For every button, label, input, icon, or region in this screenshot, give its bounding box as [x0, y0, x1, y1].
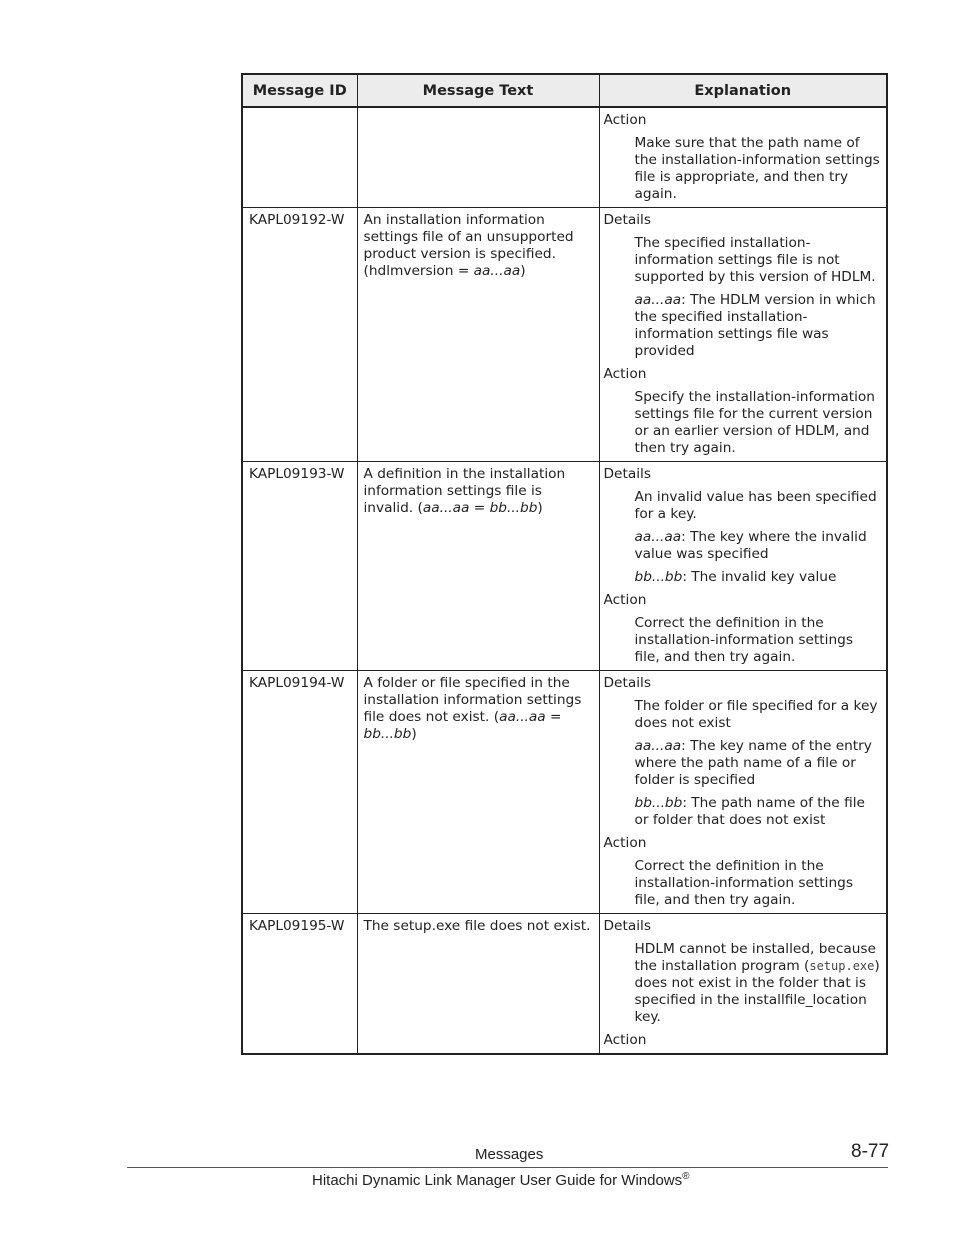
text-run: =: [545, 709, 562, 725]
code-filename: setup.exe: [809, 959, 875, 973]
text-run: A folder or file specified in the installation information settings file does not exist. (: [363, 675, 582, 725]
table-row: [242, 462, 887, 671]
text-run: Correct the definition in the installation-information settings file, and then try again.: [634, 615, 853, 665]
text-run: The folder or file specified for a key does not exist: [634, 698, 878, 731]
text-run: : The key where the invalid value was specified: [634, 529, 867, 562]
explanation-cell: [599, 107, 887, 208]
text-run: ) does not exist in the folder that is specified in the installfile_location key.: [634, 958, 880, 1025]
explanation-label: Details: [603, 918, 651, 934]
explanation-label: Details: [603, 466, 651, 482]
text-run: : The invalid key value: [682, 569, 837, 585]
text-run: Correct the definition in the installation-information settings file, and then try again.: [634, 858, 853, 908]
explanation-paragraph: [635, 941, 883, 1026]
registered-mark: ®: [682, 1171, 690, 1182]
text-run: The setup.exe file does not exist.: [363, 918, 591, 934]
placeholder-variable: bb...bb: [634, 795, 683, 811]
text-run: HDLM cannot be installed, because the installation program (: [634, 941, 876, 974]
message-text-cell: [357, 914, 599, 1055]
text-run: An invalid value has been specified for a key.: [634, 489, 877, 522]
text-run: An installation information settings file of an unsupported product version is specified. (hdlmversion =: [363, 212, 574, 279]
text-run: : The key name of the entry where the path name of a file or folder is specified: [634, 738, 872, 788]
explanation-label: Action: [603, 835, 647, 851]
placeholder-variable: bb...bb: [363, 726, 412, 742]
table-row: [242, 107, 887, 208]
text-run: ): [537, 500, 543, 516]
explanation-paragraph: [635, 529, 883, 563]
text-run: Make sure that the path name of the installation-information settings file is appropriate, and then try again.: [634, 135, 880, 202]
explanation-paragraph: [635, 389, 883, 457]
explanation-cell: [599, 914, 887, 1055]
explanation-cell: [599, 462, 887, 671]
text-run: =: [469, 500, 490, 516]
table-row: [242, 671, 887, 914]
table-row: [242, 208, 887, 462]
footer-divider: [127, 1167, 888, 1168]
explanation-cell: [599, 208, 887, 462]
table-header-row: [242, 74, 887, 107]
explanation-label: Action: [603, 1032, 647, 1048]
message-id-cell: KAPL09192-W: [242, 208, 357, 462]
explanation-paragraph: [635, 698, 883, 732]
explanation-paragraph: [635, 615, 883, 666]
placeholder-variable: aa...aa: [634, 529, 682, 545]
document-title: [312, 1171, 690, 1189]
header-explanation: Explanation: [599, 74, 887, 107]
text-run: : The path name of the file or folder that does not exist: [634, 795, 865, 828]
placeholder-variable: bb...bb: [634, 569, 683, 585]
text-run: The specified installation-information settings file is not supported by this version of HDLM.: [634, 235, 876, 285]
explanation-paragraph: [635, 738, 883, 789]
message-id-cell: KAPL09194-W: [242, 671, 357, 914]
placeholder-variable: aa...aa: [499, 709, 546, 725]
explanation-paragraph: [635, 489, 883, 523]
placeholder-variable: aa...aa: [634, 292, 682, 308]
message-id-cell: [242, 107, 357, 208]
explanation-paragraph: [635, 795, 883, 829]
message-text-cell: [357, 107, 599, 208]
message-text-cell: [357, 671, 599, 914]
explanation-label: Action: [603, 112, 647, 128]
table-row: [242, 914, 887, 1055]
page-number: 8-77: [851, 1141, 890, 1162]
placeholder-variable: aa...aa: [473, 263, 521, 279]
explanation-paragraph: [635, 569, 883, 586]
text-run: Specify the installation-information settings file for the current version or an earlier version of HDLM, and then try again.: [634, 389, 875, 456]
message-id-cell: KAPL09193-W: [242, 462, 357, 671]
text-run: ): [411, 726, 417, 742]
message-text-cell: [357, 208, 599, 462]
explanation-label: Details: [603, 675, 651, 691]
text-run: : The HDLM version in which the specified installation-information settings file was provided: [634, 292, 876, 359]
message-text-cell: [357, 462, 599, 671]
placeholder-variable: aa...aa: [422, 500, 470, 516]
explanation-paragraph: [635, 858, 883, 909]
message-table: [241, 73, 888, 1055]
text-run: ): [520, 263, 526, 279]
explanation-label: Action: [603, 592, 647, 608]
footer-section-name: Messages: [475, 1146, 544, 1163]
text-run: A definition in the installation information settings file is invalid. (: [363, 466, 566, 516]
placeholder-variable: bb...bb: [489, 500, 538, 516]
explanation-label: Action: [603, 366, 647, 382]
placeholder-variable: aa...aa: [634, 738, 682, 754]
header-message-id: Message ID: [242, 74, 357, 107]
explanation-paragraph: [635, 135, 883, 203]
explanation-cell: [599, 671, 887, 914]
message-id-cell: KAPL09195-W: [242, 914, 357, 1055]
explanation-label: Details: [603, 212, 651, 228]
explanation-paragraph: [635, 235, 883, 286]
header-message-text: Message Text: [357, 74, 599, 107]
document-title-text: Hitachi Dynamic Link Manager User Guide for Windows: [312, 1172, 683, 1189]
explanation-paragraph: [635, 292, 883, 360]
